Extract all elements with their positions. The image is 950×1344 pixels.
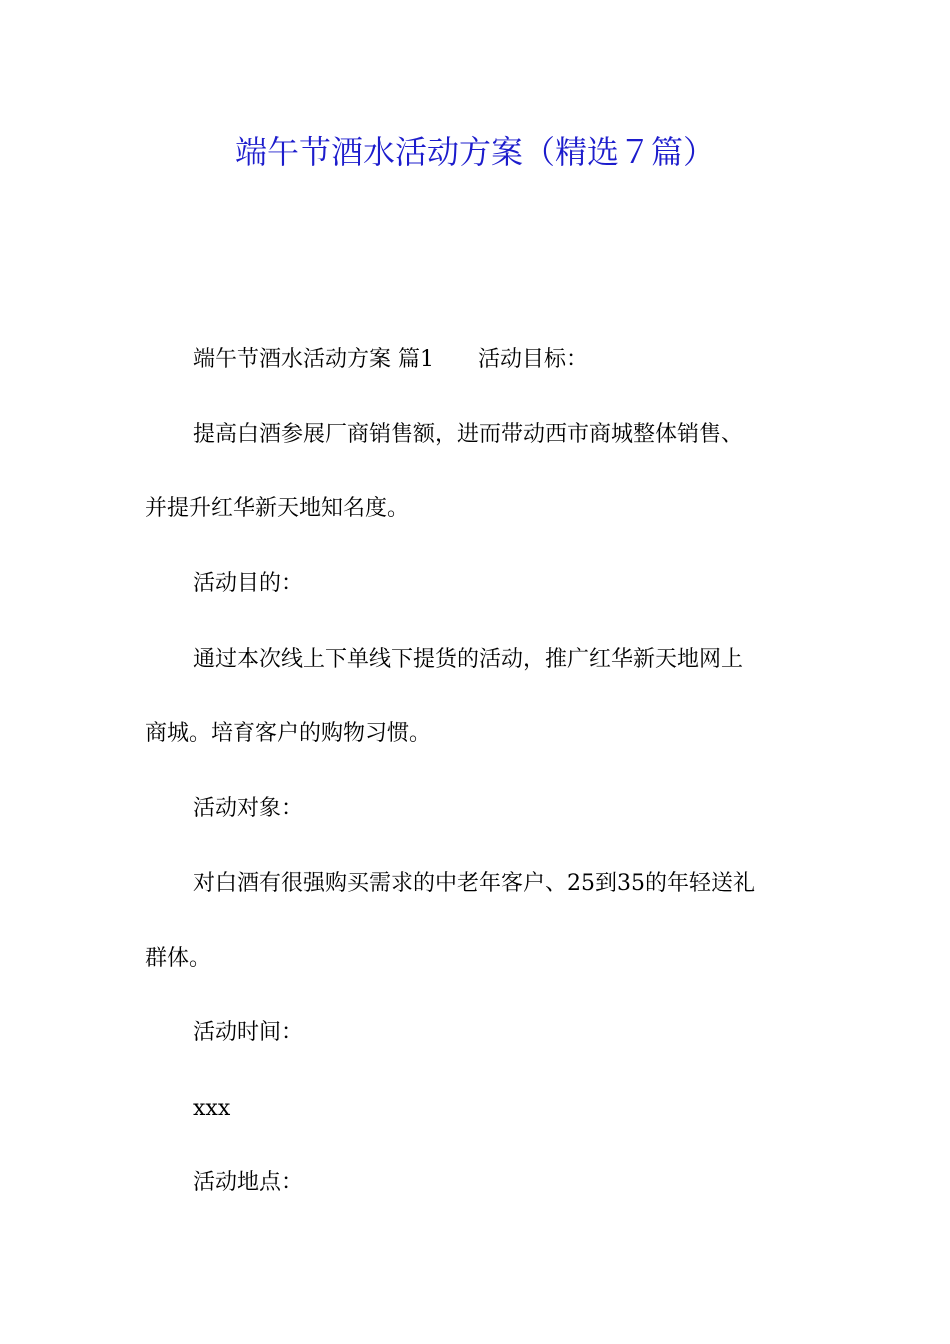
paragraph-line: 活动目标：	[478, 347, 589, 372]
paragraph-line: 提高白酒参展厂商销售额，进而带动西市商城整体销售、	[193, 422, 744, 447]
paragraph-line: 并提升红华新天地知名度。	[145, 496, 410, 521]
section-heading: 端午节酒水活动方案 篇1	[193, 347, 434, 372]
section-label: 活动地点：	[193, 1170, 304, 1195]
section-label: 活动目的：	[193, 571, 304, 596]
section-label: 活动对象：	[193, 796, 304, 821]
paragraph-line: xxx	[193, 1096, 231, 1121]
paragraph-line: 商城。培育客户的购物习惯。	[145, 721, 432, 746]
paragraph-line: 对白酒有很强购买需求的中老年客户、25到35的年轻送礼	[193, 871, 755, 896]
document-title: 端午节酒水活动方案（精选７篇）	[234, 133, 715, 171]
paragraph-line: 群体。	[145, 946, 212, 971]
section-heading-line	[193, 345, 588, 375]
section-label: 活动时间：	[193, 1020, 304, 1045]
paragraph-line: 通过本次线上下单线下提货的活动，推广红华新天地网上	[193, 647, 744, 672]
